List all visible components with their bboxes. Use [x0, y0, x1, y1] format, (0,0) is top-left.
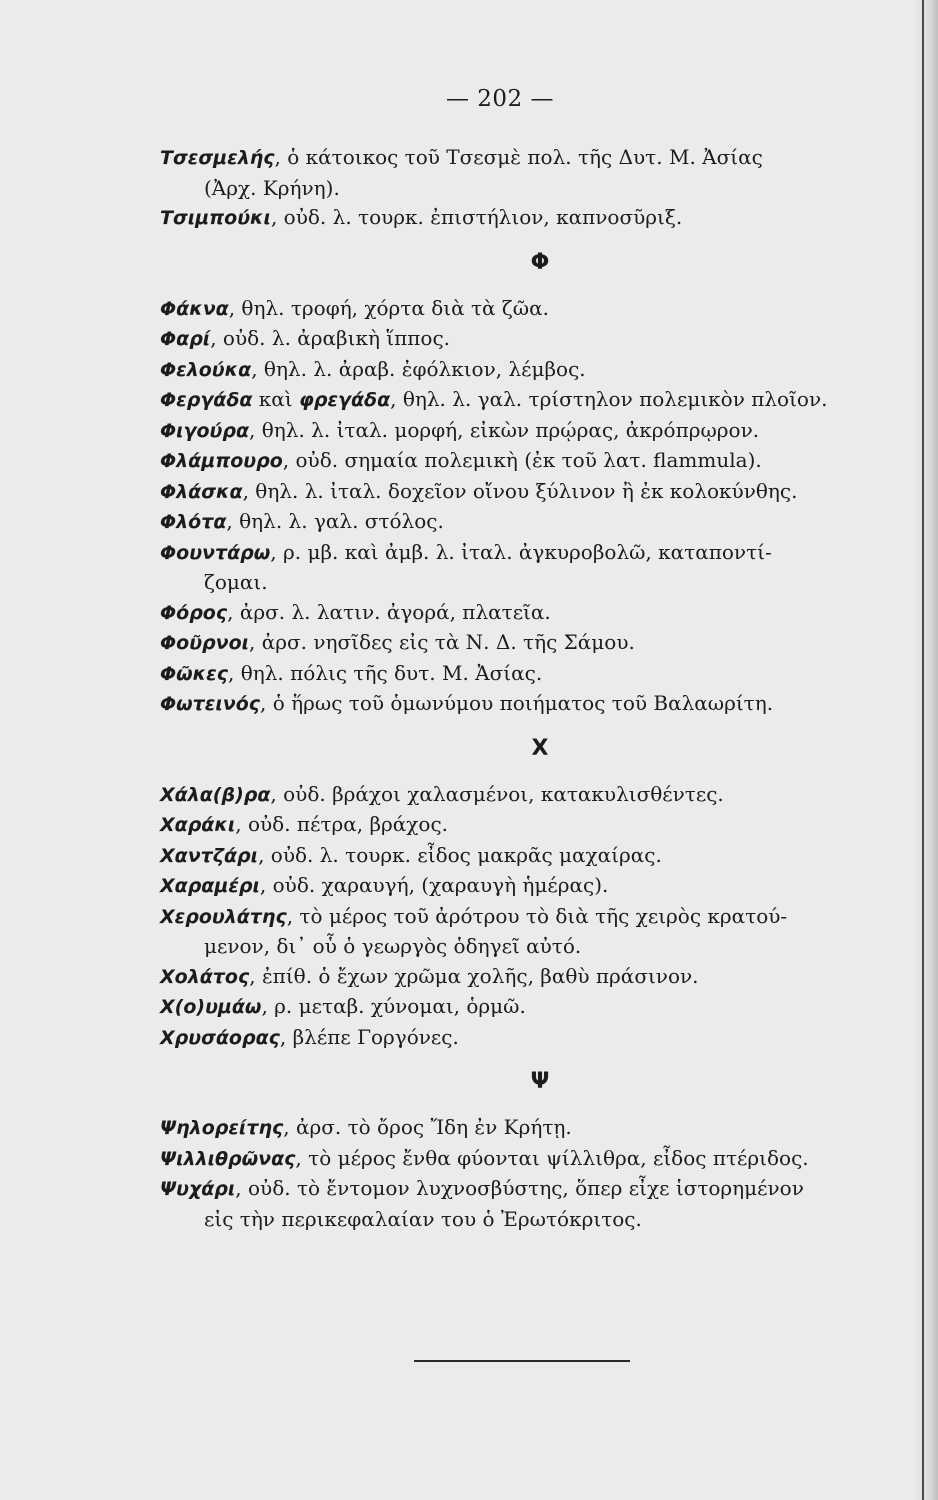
headword: Ψηλορείτης — [160, 1117, 284, 1139]
glossary-entry — [160, 507, 880, 538]
headword: Φαρί — [160, 328, 211, 350]
glossary-entry — [160, 385, 880, 416]
glossary-entry — [160, 841, 880, 872]
definition: , ἐπίθ. ὁ ἔχων χρῶμα χολῆς, βαθὺ πράσινον. — [249, 963, 699, 988]
headword: Χαραμέρι — [160, 875, 260, 897]
end-rule-divider — [414, 1360, 630, 1362]
definition: , θηλ. λ. γαλ. τρίστηλον πολεμικὸν πλοῖον. — [390, 387, 828, 411]
glossary-entry — [160, 203, 880, 234]
page-edge-line — [922, 0, 924, 1500]
definition: , ἀρσ. τὸ ὄρος Ἴδη ἐν Κρήτῃ. — [283, 1115, 572, 1139]
headword: Φλάσκα — [160, 480, 243, 503]
glossary-entry — [160, 871, 880, 902]
headword: Φεργάδα — [160, 389, 253, 411]
definition: , οὐδ. χαραυγή, (χαραυγὴ ἡμέρας). — [259, 873, 609, 897]
glossary-entry — [160, 1174, 880, 1234]
headword: Φελούκα — [160, 358, 252, 381]
definition: , θηλ. τροφή, χόρτα διὰ τὰ ζῶα. — [228, 295, 549, 320]
headword: Χ(ο)υμάω — [160, 996, 262, 1018]
definition: , ἀρσ. λ. λατιν. ἀγορά, πλατεῖα. — [227, 599, 551, 624]
headword: Χρυσάορας — [160, 1026, 280, 1049]
definition: , οὐδ. βράχοι χαλασμένοι, κατακυλισθέντες. — [270, 781, 724, 806]
definition-continuation: εἰς τὴν περικεφαλαίαν του ὁ Ἐρωτόκριτος. — [204, 1206, 642, 1231]
glossary-entry — [160, 628, 880, 659]
definition-continuation: μενον, δι᾿ οὗ ὁ γεωργὸς ὁδηγεῖ αὐτό. — [204, 934, 582, 958]
section-letter-psi: Ψ — [530, 1069, 550, 1094]
definition: , ὁ κάτοικος τοῦ Τσεσμὲ πολ. τῆς Δυτ. Μ. Ἀσίας — [274, 145, 763, 169]
headword: Χερουλάτης — [160, 905, 287, 928]
headword: Φάκνα — [160, 297, 229, 320]
glossary-entry — [160, 689, 880, 720]
glossary-entry — [160, 294, 880, 325]
headword: Χαντζάρι — [160, 844, 259, 867]
glossary-entry — [160, 598, 880, 629]
headword: Χάλα(β)ρα — [160, 783, 271, 806]
headword: Τσεσμελής — [160, 147, 275, 169]
glossary-entry — [160, 962, 880, 993]
definition: , θηλ. λ. ἰταλ. μορφή, εἰκὼν πρῴρας, ἀκρόπρῳρον. — [249, 417, 760, 442]
definition: , ρ. μεταβ. χύνομαι, ὁρμῶ. — [261, 994, 526, 1018]
glossary-entries — [160, 143, 880, 1234]
definition: , ὁ ἥρως τοῦ ὁμωνύμου ποιήματος τοῦ Βαλαωρίτη. — [260, 691, 774, 715]
definition: , θηλ. λ. γαλ. στόλος. — [226, 509, 444, 533]
headword: Τσιμπούκι — [160, 207, 271, 229]
glossary-entry — [160, 538, 880, 598]
headword: Φωτεινός — [160, 693, 261, 715]
definition: , οὐδ. λ. τουρκ. ἐπιστήλιον, καπνοσῦριξ. — [270, 205, 683, 229]
definition-continuation: ζομαι. — [204, 570, 268, 594]
glossary-entry — [160, 355, 880, 386]
glossary-entry — [160, 810, 880, 841]
headword: Φόρος — [160, 601, 228, 624]
section-letter-phi: Φ — [530, 249, 550, 275]
definition: , οὐδ. τὸ ἔντομον λυχνοσβύστης, ὅπερ εἶχε ἱστορημένον — [235, 1176, 804, 1200]
definition: , θηλ. λ. ἀραβ. ἐφόλκιον, λέμβος. — [251, 356, 586, 381]
headword: Φοῦρνοι — [160, 632, 250, 654]
glossary-entry — [160, 446, 880, 477]
definition: , οὐδ. λ. τουρκ. εἶδος μακρᾶς μαχαίρας. — [258, 842, 662, 867]
headword: Φιγούρα — [160, 419, 250, 442]
glossary-entry — [160, 1144, 880, 1175]
glossary-entry — [160, 780, 880, 811]
headword: Χολάτος — [160, 965, 250, 988]
headword: Φῶκες — [160, 662, 229, 685]
headword: Φλάμπουρο — [160, 450, 283, 472]
definition: , οὐδ. πέτρα, βράχος. — [235, 812, 449, 836]
definition: , βλέπε Γοργόνες. — [279, 1024, 459, 1049]
glossary-entry — [160, 1113, 880, 1144]
headword: Φουντάρω — [160, 541, 271, 564]
glossary-entry — [160, 143, 880, 203]
definition: , τὸ μέρος ἔνθα φύονται ψίλλιθρα, εἶδος πτέριδος. — [295, 1145, 809, 1170]
glossary-entry — [160, 477, 880, 508]
glossary-entry — [160, 416, 880, 447]
glossary-entry — [160, 902, 880, 962]
glossary-entry — [160, 324, 880, 355]
glossary-entry — [160, 659, 880, 690]
definition: , οὐδ. λ. ἀραβικὴ ἵππος. — [210, 326, 451, 350]
definition: , ρ. μβ. καὶ ἀμβ. λ. ἰταλ. ἀγκυροβολῶ, καταποντί- — [270, 539, 772, 564]
headword: Ψιλλιθρῶνας — [160, 1147, 296, 1170]
headword-variant: φρεγάδα — [299, 389, 391, 411]
section-letter-chi: Χ — [531, 735, 549, 761]
conjunction: καὶ — [252, 387, 299, 411]
page-edge-shadow — [912, 0, 938, 1500]
definition: , θηλ. λ. ἰταλ. δοχεῖον οἴνου ξύλινον ἢ ἐκ κολοκύνθης. — [242, 478, 798, 503]
definition: , τὸ μέρος τοῦ ἀρότρου τὸ διὰ τῆς χειρὸς κρατού- — [286, 903, 788, 928]
definition: , θηλ. πόλις τῆς δυτ. Μ. Ἀσίας. — [228, 660, 543, 685]
glossary-entry — [160, 992, 880, 1023]
glossary-entry — [160, 1023, 880, 1054]
headword: Χαράκι — [160, 814, 236, 836]
definition-continuation: (Ἀρχ. Κρήνη). — [204, 175, 340, 200]
definition: , ἀρσ. νησῖδες εἰς τὰ Ν. Δ. τῆς Σάμου. — [249, 630, 635, 654]
headword: Ψυχάρι — [160, 1178, 236, 1200]
headword: Φλότα — [160, 511, 227, 533]
definition: , οὐδ. σημαία πολεμικὴ (ἐκ τοῦ λατ. flammula). — [282, 448, 762, 472]
page-number: — 202 — — [445, 86, 555, 112]
